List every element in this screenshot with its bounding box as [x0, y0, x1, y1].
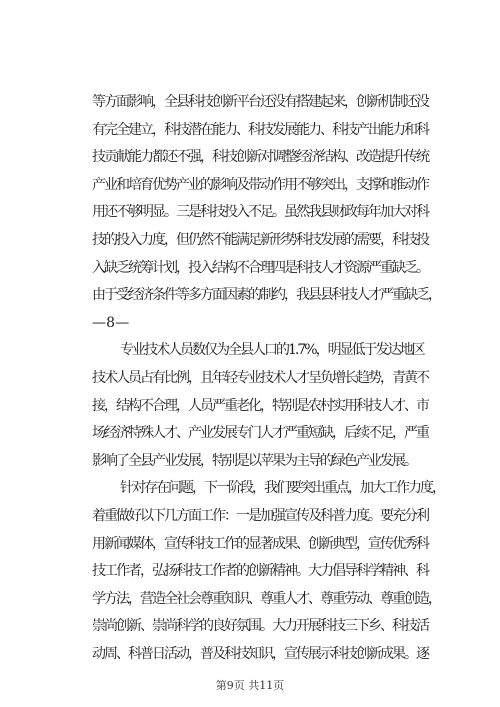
- text-line: 由于受经济条件等多方面因素的制约，我县县科技人才严重缺乏，: [92, 287, 440, 304]
- page-marker: —8—: [92, 314, 130, 331]
- page-footer: [0, 677, 500, 693]
- text-line: 技的投入力度，但仍然不能满足新形势科技发展的需要，科技投: [92, 231, 428, 248]
- text-line: 动周、科普日活动，普及科技知识，宣传展示科技创新成果。逐: [92, 645, 428, 662]
- text-line: 入缺乏统筹计划，投入结构不合理四是科技人才资源严重缺乏。: [92, 259, 428, 276]
- text-line: 着重做好以下几方面工作：一是加强宣传及科普力度。要充分利: [92, 507, 428, 524]
- text-line: 用新闻媒体，宣传科技工作的显著成果、创新典型，宣传优秀科: [92, 535, 428, 552]
- text-line: 有完全建立，科技潜在能力、科技发展能力、科技产出能力和科: [92, 121, 428, 138]
- text-line: 场经济特殊人才、产业发展专门人才严重短缺，后续不足，严重: [92, 425, 428, 442]
- text-line: 技工作者，弘扬科技工作者的创新精神。大力倡导科学精神、科: [92, 563, 428, 580]
- text-line: 技术人员占有比例，且年轻专业技术人才呈负增长趋势，青黄不: [92, 369, 428, 386]
- paragraph-first-line: 针对存在问题，下一阶段，我们要突出重点，加大工作力度，: [120, 480, 444, 497]
- text-line: 技贡献能力都还不强，科技创新对调整经济结构、改造提升传统: [92, 149, 428, 166]
- text-line: 接，结构不合理，人员严重老化，特别是农村实用科技人才、市: [92, 397, 428, 414]
- text-line: 影响了全县产业发展，特别是以苹果为主导的绿色产业发展。: [92, 452, 416, 469]
- text-line: 产业和培育优势产业的影响及带动作用不够突出，支撑和推动作: [92, 176, 428, 193]
- text-line: 崇尚创新、崇尚科学的良好氛围。大力开展科技三下乡、科技活: [92, 618, 428, 635]
- text-line: 用还不够明显。三是科技投入不足。虽然我县财政每年加大对科: [92, 204, 428, 221]
- text-line: 等方面影响，全县科技创新平台还没有搭建起来，创新机制还没: [92, 94, 428, 110]
- page-number-label: 第9页 共11页: [215, 679, 285, 692]
- paragraph-first-line: 专业技术人员数仅为全县人口的1.7%，明显低于发达地区: [120, 342, 424, 359]
- body-text: [92, 89, 444, 668]
- text-line: 学方法，营造全社会尊重知识、尊重人才、尊重劳动、尊重创造，: [92, 590, 440, 607]
